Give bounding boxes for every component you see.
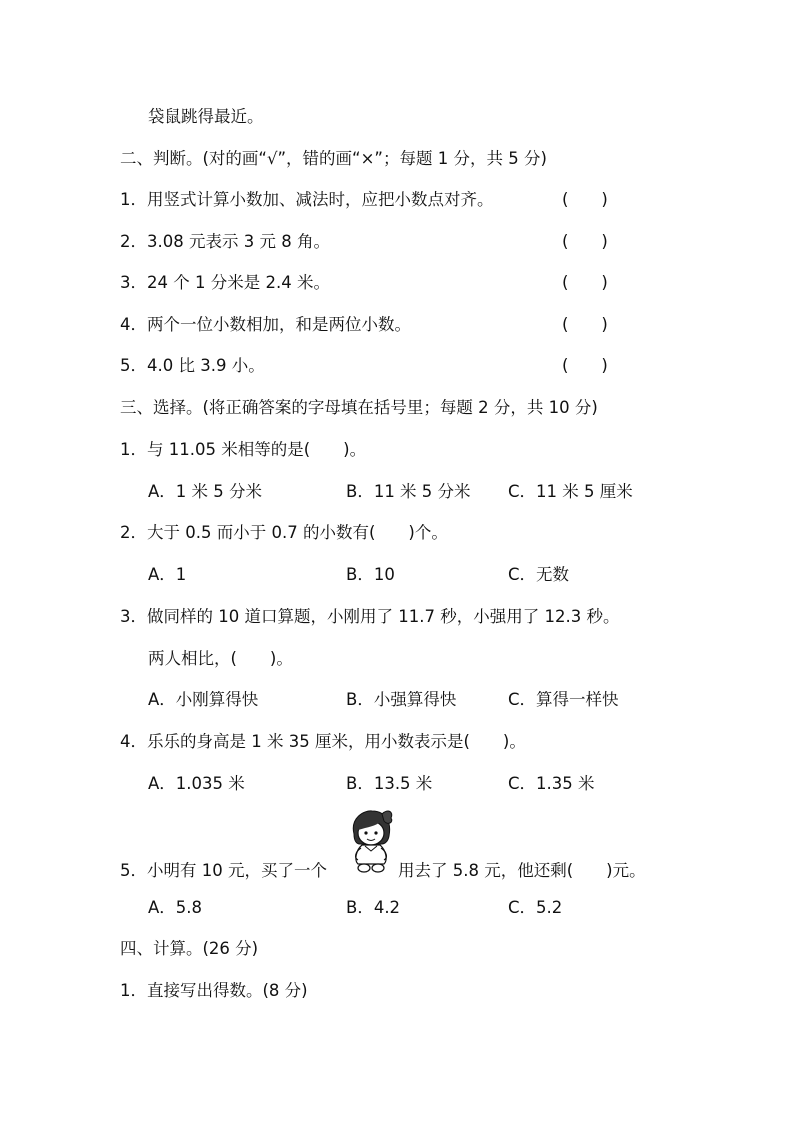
choice-q3-option-a[interactable]: A．小刚算得快 <box>148 690 259 709</box>
choice-q3-stem: 3．做同样的 10 道口算题，小刚用了 11.7 秒，小强用了 12.3 秒。 <box>120 607 620 626</box>
judge-item-5: 5．4.0 比 3.9 小。 <box>120 356 265 375</box>
choice-q4-option-b[interactable]: B．13.5 米 <box>346 774 433 793</box>
judge-item-3: 3．24 个 1 分米是 2.4 米。 <box>120 273 330 292</box>
choice-q4-option-c[interactable]: C．1.35 米 <box>508 774 595 793</box>
judge-item-2: 2．3.08 元表示 3 元 8 角。 <box>120 232 330 251</box>
section2-heading: 二、判断。(对的画“√”，错的画“×”；每题 1 分，共 5 分) <box>120 149 547 168</box>
choice-q2-option-a[interactable]: A．1 <box>148 565 187 584</box>
choice-q3-option-c[interactable]: C．算得一样快 <box>508 690 619 709</box>
choice-q3-stem-continued: 两人相比，( )。 <box>148 649 293 668</box>
judge-bracket-1[interactable]: ( ) <box>562 190 608 209</box>
choice-q5-option-a[interactable]: A．5.8 <box>148 898 203 917</box>
judge-item-4: 4．两个一位小数相加，和是两位小数。 <box>120 315 411 334</box>
judge-bracket-5[interactable]: ( ) <box>562 356 608 375</box>
choice-q5-stem-after: 用去了 5.8 元，他还剩( )元。 <box>398 861 646 880</box>
section4-heading: 四、计算。(26 分) <box>120 939 259 958</box>
judge-bracket-2[interactable]: ( ) <box>562 232 608 251</box>
choice-q5-option-c[interactable]: C．5.2 <box>508 898 563 917</box>
judge-bracket-3[interactable]: ( ) <box>562 273 608 292</box>
choice-q4-option-a[interactable]: A．1.035 米 <box>148 774 245 793</box>
choice-q2-stem: 2．大于 0.5 而小于 0.7 的小数有( )个。 <box>120 523 448 542</box>
choice-q1-option-a[interactable]: A．1 米 5 分米 <box>148 482 263 501</box>
choice-q5-option-b[interactable]: B．4.2 <box>346 898 401 917</box>
choice-q2-option-c[interactable]: C．无数 <box>508 565 570 584</box>
section3-heading: 三、选择。(将正确答案的字母填在括号里；每题 2 分，共 10 分) <box>120 398 598 417</box>
choice-q5-stem-before: 5．小明有 10 元，买了一个 <box>120 861 327 880</box>
choice-q1-option-b[interactable]: B．11 米 5 分米 <box>346 482 471 501</box>
intro-tail: 袋鼠跳得最近。 <box>148 107 264 126</box>
section4-sub1: 1．直接写出得数。(8 分) <box>120 981 308 1000</box>
judge-item-1: 1．用竖式计算小数加、减法时，应把小数点对齐。 <box>120 190 494 209</box>
choice-q4-stem: 4．乐乐的身高是 1 米 35 厘米，用小数表示是( )。 <box>120 732 526 751</box>
choice-q2-option-b[interactable]: B．10 <box>346 565 395 584</box>
judge-bracket-4[interactable]: ( ) <box>562 315 608 334</box>
doll-illustration <box>346 808 396 874</box>
choice-q1-option-c[interactable]: C．11 米 5 厘米 <box>508 482 633 501</box>
choice-q3-option-b[interactable]: B．小强算得快 <box>346 690 457 709</box>
choice-q1-stem: 1．与 11.05 米相等的是( )。 <box>120 440 367 459</box>
